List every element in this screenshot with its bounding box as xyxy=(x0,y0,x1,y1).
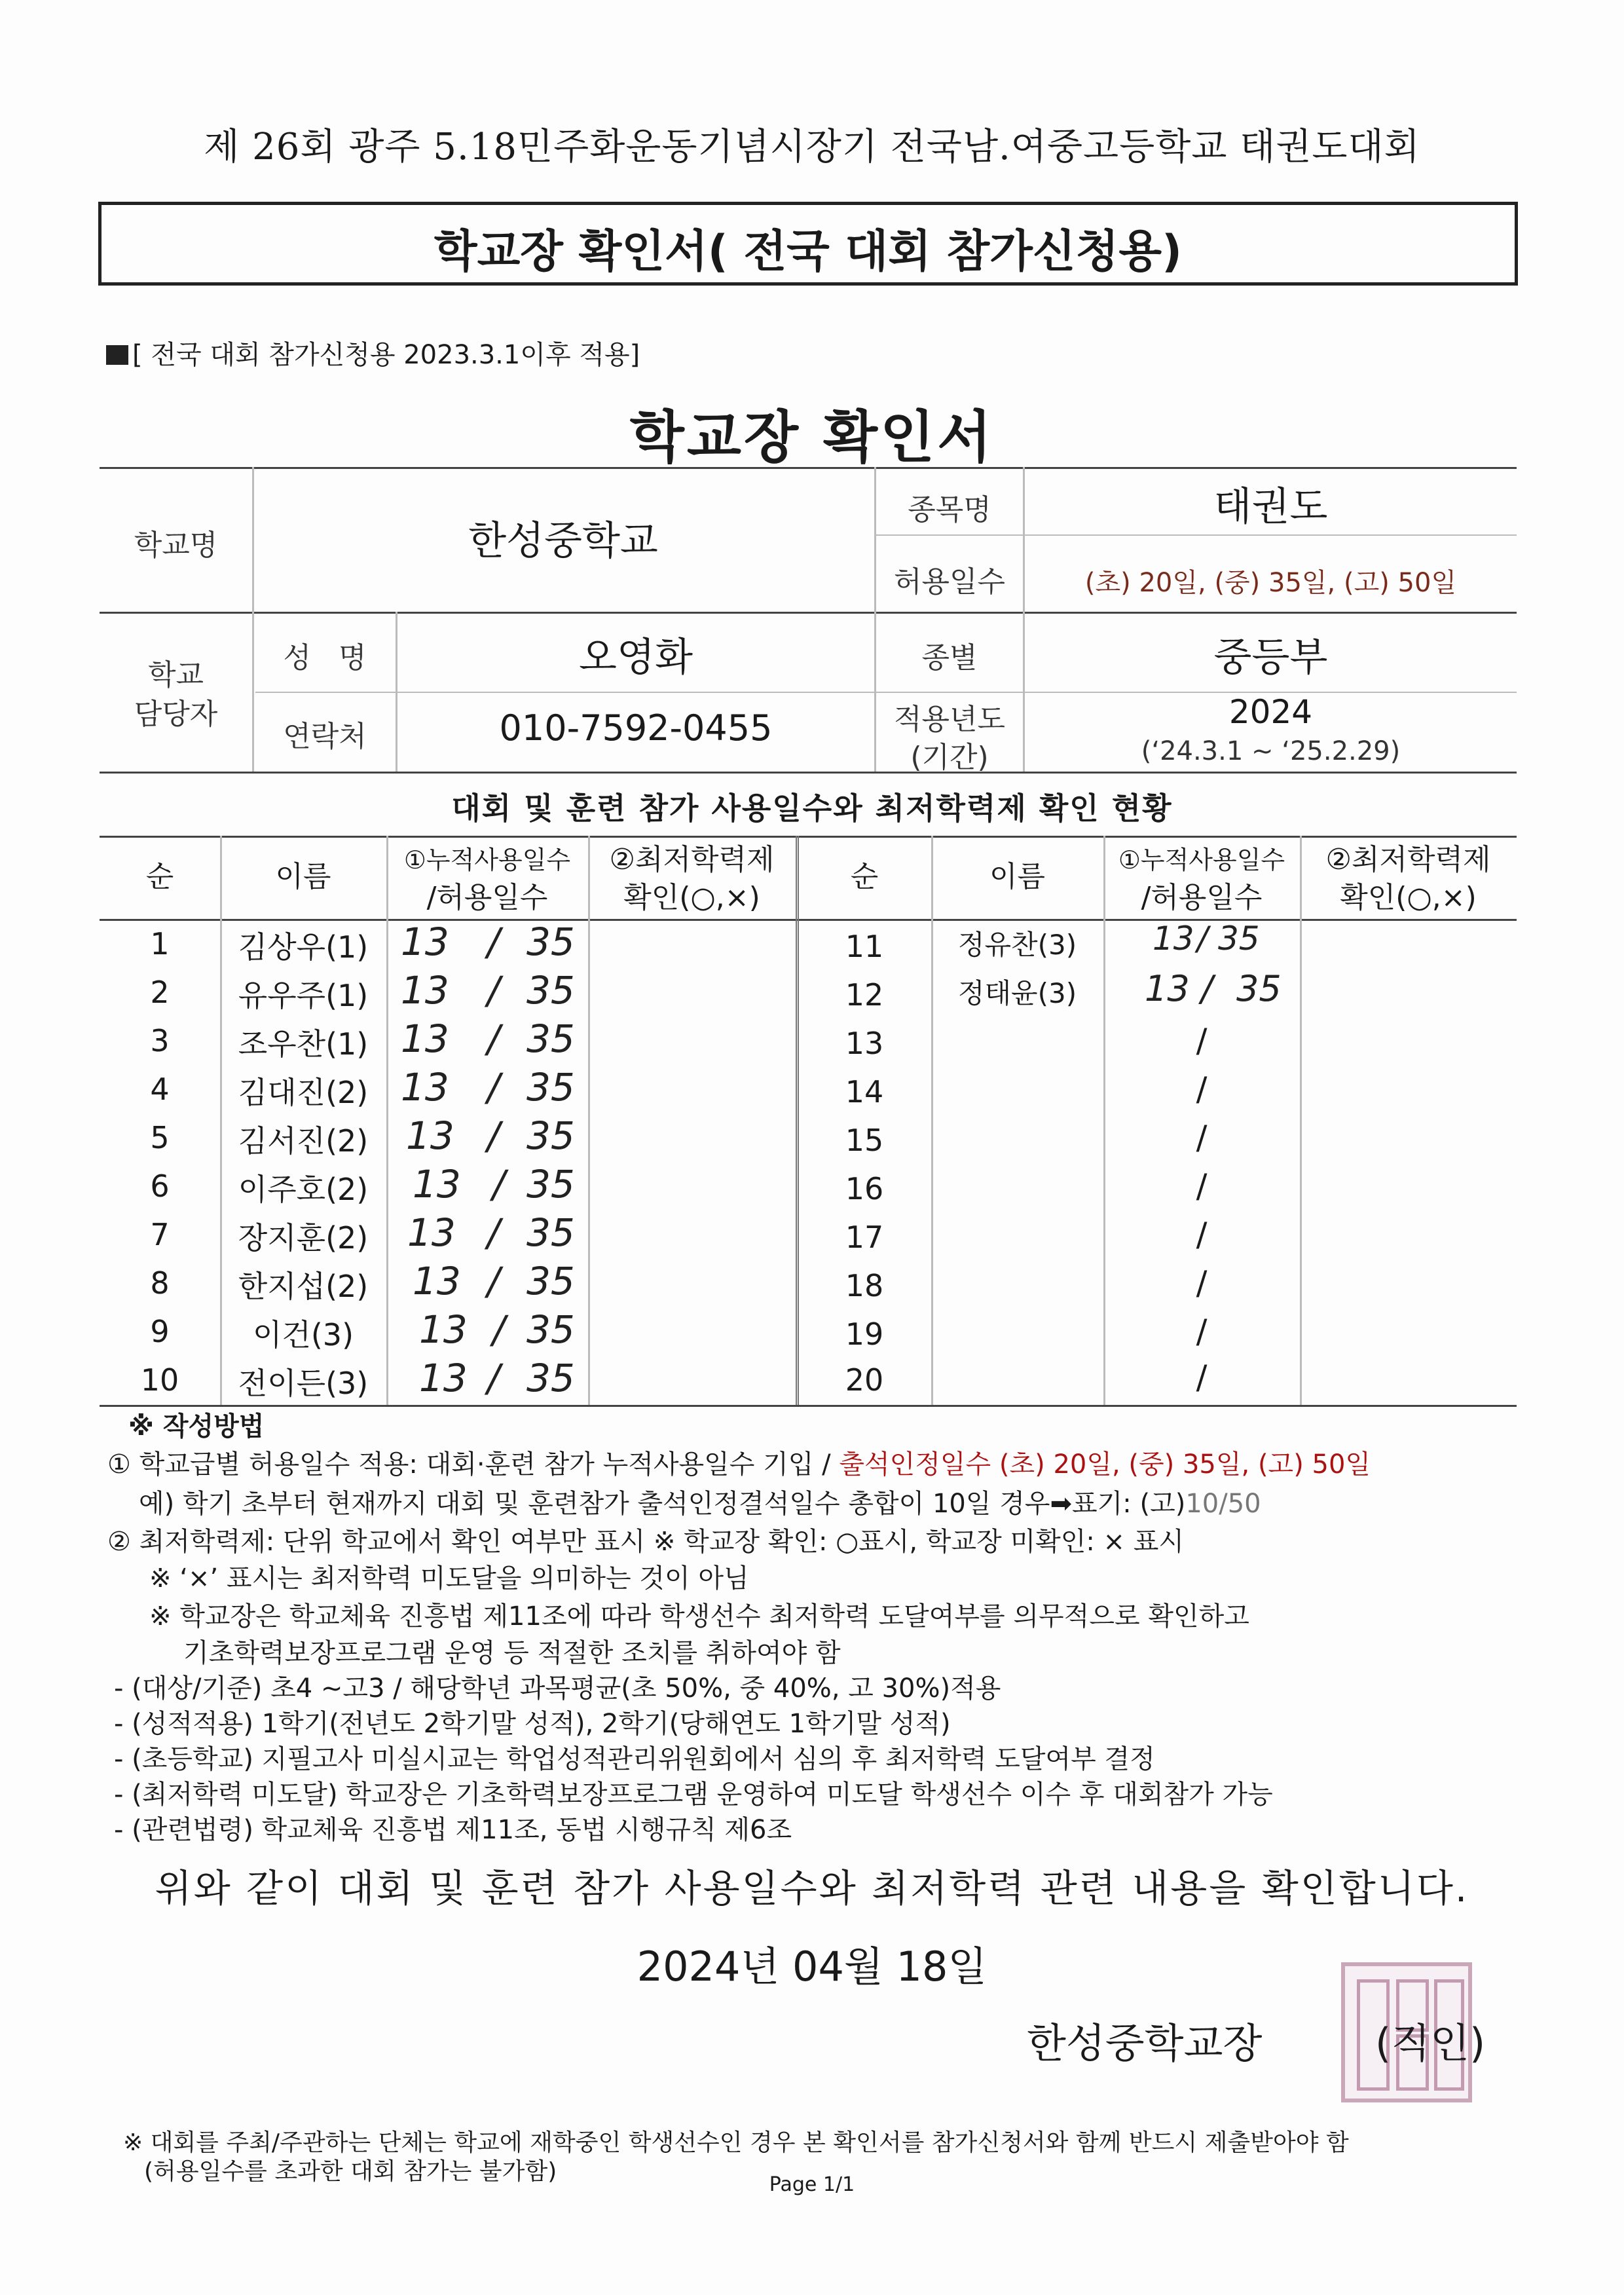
row-used-days: 13 xyxy=(413,1162,461,1206)
row-no: 10 xyxy=(140,1362,179,1398)
row-name: 김대진(2) xyxy=(238,1075,369,1110)
row-name: 이건(3) xyxy=(252,1317,354,1353)
note-6: - (대상/기준) 초4 ~고3 / 해당학년 과목평균(초 50%, 중 40%, 고 30%)적용 xyxy=(114,1673,1001,1704)
row-used-days: 13 xyxy=(1145,968,1190,1009)
year-label-line-2: (기간) xyxy=(910,741,989,774)
row-slash: / xyxy=(1196,1119,1208,1157)
row-no: 8 xyxy=(150,1265,170,1301)
row-used-days: 13 xyxy=(401,920,449,964)
row-used-days: 13 xyxy=(401,968,449,1013)
header-min-academic: ②최저학력제 xyxy=(609,843,775,876)
row-slash: / xyxy=(1196,1264,1208,1302)
footer-note-sub: (허용일수를 초과한 대회 참가는 불가함) xyxy=(144,2158,557,2185)
note-3: ※ ‘×’ 표시는 최저학력 미도달을 의미하는 것이 아님 xyxy=(149,1563,749,1594)
row-used-days: 13 xyxy=(401,1017,449,1061)
roster-col-divider xyxy=(588,836,590,1405)
row-no: 17 xyxy=(845,1220,884,1255)
row-slash: / xyxy=(1196,1070,1208,1108)
row-name: 전이든(3) xyxy=(238,1366,369,1401)
footer-note: ※ 대회를 주최/주관하는 단체는 학교에 재학중인 학생선수인 경우 본 확인서를 참가신청서와 함께 반드시 제출받아야 함 xyxy=(123,2129,1349,2156)
row-name: 김서진(2) xyxy=(238,1123,369,1159)
row-slash: / xyxy=(1201,968,1213,1009)
manager-label-line-1: 학교 xyxy=(147,658,204,692)
note-4: ※ 학교장은 학교체육 진흥법 제11조에 따라 학생선수 최저학력 도달여부를 의무적으로 확인하고 xyxy=(149,1601,1249,1632)
row-allowed-days: 35 xyxy=(526,1065,575,1110)
row-slash: / xyxy=(1196,1313,1208,1351)
header-min-confirm: 확인(○,×) xyxy=(1340,881,1477,914)
allowed-days-label: 허용일수 xyxy=(893,565,1005,599)
row-no: 1 xyxy=(150,926,170,961)
row-no: 13 xyxy=(845,1026,884,1061)
row-allowed-days: 35 xyxy=(526,1259,575,1303)
row-no: 16 xyxy=(845,1171,884,1206)
document-date: 2024년 04월 18일 xyxy=(637,1943,987,1990)
row-used-days: 13 xyxy=(407,1210,456,1255)
header-name: 이름 xyxy=(989,860,1045,893)
allowed-days-value: (초) 20일, (중) 35일, (고) 50일 xyxy=(1084,568,1457,598)
event-title: 제 26회 광주 5.18민주화운동기념시장기 전국남.여중고등학교 태권도대회 xyxy=(204,126,1420,168)
row-allowed-days: 35 xyxy=(526,1307,575,1352)
roster-header-rule xyxy=(100,919,1517,921)
manager-name: 오영화 xyxy=(579,635,693,681)
note-9: - (최저학력 미도달) 학교장은 기초학력보장프로그램 운영하여 미도달 학생선수 이수 후 대회참가 가능 xyxy=(114,1780,1273,1810)
row-no: 2 xyxy=(150,975,170,1010)
header-no: 순 xyxy=(145,860,174,893)
row-no: 20 xyxy=(845,1362,884,1398)
form-title: 학교장 확인서( 전국 대회 참가신청용) xyxy=(434,226,1183,278)
header-allowed-days: /허용일수 xyxy=(426,881,548,914)
header-min-academic: ②최저학력제 xyxy=(1325,843,1491,876)
row-allowed-days: 35 xyxy=(526,1356,575,1400)
row-allowed-days: 35 xyxy=(526,1113,575,1158)
row-name: 김상우(1) xyxy=(238,929,369,965)
row-slash: / xyxy=(487,1259,500,1303)
row-slash: / xyxy=(1196,1216,1208,1254)
roster-caption: 대회 및 훈련 참가 사용일수와 최저학력제 확인 현황 xyxy=(451,791,1173,826)
note-1-example-value: 10/50 xyxy=(1185,1489,1261,1519)
row-slash: / xyxy=(1197,920,1208,958)
manager-name-label: 성 명 xyxy=(283,641,367,675)
info-table-bottom-rule xyxy=(100,772,1517,774)
category-label: 종별 xyxy=(921,641,978,675)
row-slash: / xyxy=(487,1210,500,1255)
note-8: - (초등학교) 지필고사 미실시교는 학업성적관리위원회에서 심의 후 최저학력 도달여부 결정 xyxy=(114,1744,1155,1774)
row-no: 11 xyxy=(845,929,884,964)
row-used-days: 13 xyxy=(419,1307,468,1352)
row-no: 15 xyxy=(845,1123,884,1158)
apply-note-text: [ 전국 대회 참가신청용 2023.3.1이후 적용] xyxy=(132,340,640,370)
note-1-example-text: 예) 학기 초부터 현재까지 대회 및 훈련참가 출석인정결석일수 총합이 10일 경우 xyxy=(139,1489,1050,1519)
note-2: ② 최저학력제: 단위 학교에서 확인 여부만 표시 ※ 학교장 확인: ○표시, 학교장 미확인: × 표시 xyxy=(107,1527,1185,1557)
header-name: 이름 xyxy=(275,860,331,893)
row-used-days: 13 xyxy=(406,1113,454,1158)
row-no: 18 xyxy=(845,1268,884,1303)
note-1-highlight: 출석인정일수 (초) 20일, (중) 35일, (고) 50일 xyxy=(839,1449,1371,1480)
manager-label-line-2: 담당자 xyxy=(134,698,218,731)
row-no: 6 xyxy=(150,1168,170,1204)
info-table-row-divider xyxy=(876,534,1517,536)
row-used-days: 13 xyxy=(401,1065,449,1110)
row-name: 이주호(2) xyxy=(238,1172,369,1207)
contact-label: 연락처 xyxy=(283,720,367,753)
row-slash: / xyxy=(492,1307,506,1352)
row-slash: / xyxy=(487,1356,500,1400)
header-min-confirm: 확인(○,×) xyxy=(623,881,760,914)
row-no: 5 xyxy=(150,1120,170,1155)
seal-mark: (직인) xyxy=(1375,2019,1486,2067)
note-10: - (관련법령) 학교체육 진흥법 제11조, 동법 시행규칙 제6조 xyxy=(114,1815,792,1845)
row-used-days: 13 xyxy=(413,1259,461,1303)
row-slash: / xyxy=(487,1065,500,1110)
row-slash: / xyxy=(487,920,500,964)
note-1-example xyxy=(139,1483,1261,1520)
header-used-days: ①누적사용일수 xyxy=(1118,846,1285,874)
row-name: 장지훈(2) xyxy=(238,1220,369,1256)
year-label-line-1: 적용년도 xyxy=(893,703,1005,736)
principal-name: 한성중학교장 xyxy=(1027,2019,1263,2067)
roster-col-divider xyxy=(1300,836,1302,1405)
roster-top-rule xyxy=(100,836,1517,838)
row-allowed-days: 35 xyxy=(526,1017,575,1061)
sport-value: 태권도 xyxy=(1213,484,1328,530)
roster-bottom-rule xyxy=(100,1405,1517,1407)
row-no: 7 xyxy=(150,1217,170,1252)
confirm-sentence: 위와 같이 대회 및 훈련 참가 사용일수와 최저학력 관련 내용을 확인합니다. xyxy=(155,1866,1469,1911)
row-name: 조우찬(1) xyxy=(238,1026,369,1062)
note-5: 기초학력보장프로그램 운영 등 적절한 조치를 취하여야 함 xyxy=(183,1638,841,1668)
row-allowed-days: 35 xyxy=(526,920,575,964)
row-no: 3 xyxy=(150,1023,170,1058)
row-allowed-days: 35 xyxy=(526,1162,575,1206)
header-allowed-days: /허용일수 xyxy=(1141,881,1263,914)
sport-label: 종목명 xyxy=(908,493,991,527)
row-slash: / xyxy=(487,1113,500,1158)
note-1 xyxy=(107,1444,1371,1481)
row-no: 4 xyxy=(150,1072,170,1107)
school-label: 학교명 xyxy=(134,529,218,562)
info-table-mid-rule xyxy=(100,612,1517,614)
row-slash: / xyxy=(487,968,500,1013)
row-allowed-days: 35 xyxy=(526,1210,575,1255)
row-no: 9 xyxy=(150,1314,170,1349)
document-title: 학교장 확인서 xyxy=(629,405,995,470)
contact-value: 010-7592-0455 xyxy=(499,707,773,749)
school-name: 한성중학교 xyxy=(468,518,658,564)
row-allowed-days: 35 xyxy=(526,968,575,1013)
header-used-days: ①누적사용일수 xyxy=(403,846,571,874)
apply-note xyxy=(106,334,640,371)
row-allowed-days: 35 xyxy=(1236,968,1282,1009)
roster-col-divider xyxy=(386,836,388,1405)
header-no: 순 xyxy=(850,860,879,893)
row-no: 12 xyxy=(845,977,884,1013)
row-no: 14 xyxy=(845,1074,884,1110)
note-1-text: ① 학교급별 허용일수 적용: 대회·훈련 참가 누적사용일수 기입 / xyxy=(107,1449,840,1480)
row-allowed-days: 35 xyxy=(1218,920,1260,958)
period-value: (‘24.3.1 ~ ‘25.2.29) xyxy=(1141,736,1401,766)
row-name: 정태윤(3) xyxy=(957,977,1077,1009)
notes-heading: ※ 작성방법 xyxy=(128,1411,265,1442)
row-no: 19 xyxy=(845,1316,884,1352)
row-name: 한지섭(2) xyxy=(238,1269,369,1304)
row-slash: / xyxy=(1196,1167,1208,1205)
row-used-days: 13 xyxy=(1153,920,1194,958)
row-slash: / xyxy=(487,1017,500,1061)
square-bullet-icon xyxy=(106,345,128,365)
row-slash: / xyxy=(1196,1022,1208,1060)
roster-col-divider xyxy=(931,836,933,1405)
row-name: 정유찬(3) xyxy=(957,929,1077,961)
page-number: Page 1/1 xyxy=(769,2173,855,2196)
row-used-days: 13 xyxy=(419,1356,468,1400)
row-slash: / xyxy=(1196,1358,1208,1396)
row-slash: / xyxy=(492,1162,506,1206)
category-value: 중등부 xyxy=(1213,635,1328,681)
note-7: - (성적적용) 1학기(전년도 2학기말 성적), 2학기(당해연도 1학기말 성적) xyxy=(114,1709,951,1739)
note-1-example-mark: ➡표기: (고) xyxy=(1050,1489,1186,1519)
info-table-top-rule xyxy=(100,467,1517,469)
year-value: 2024 xyxy=(1228,693,1313,731)
row-name: 유우주(1) xyxy=(238,978,369,1013)
